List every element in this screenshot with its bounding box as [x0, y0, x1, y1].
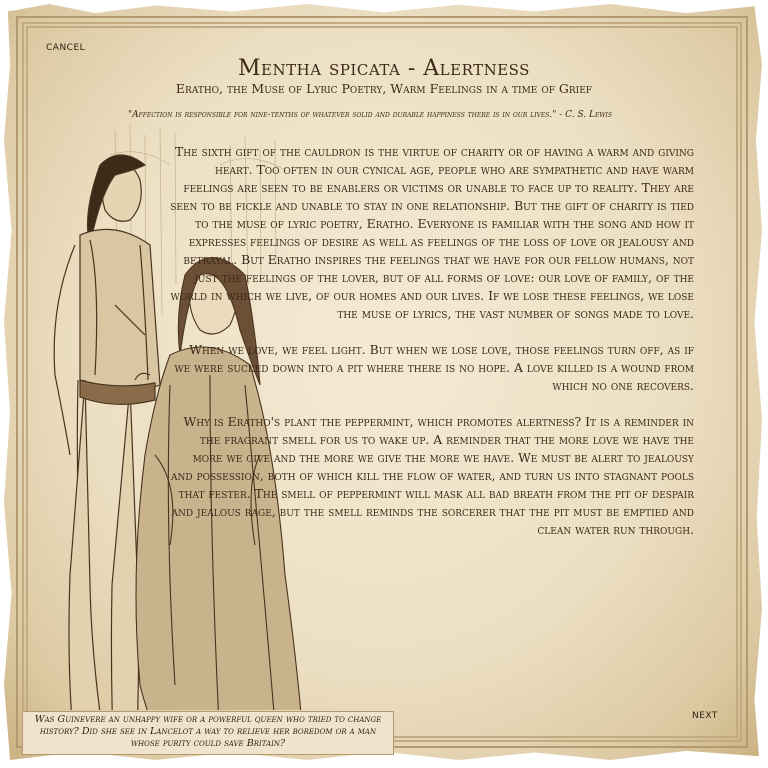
body-paragraph: Why is Eratho's plant the peppermint, which promotes alertness? It is a reminder in the fragrant smell for us to wake up. A reminder that the more love we have the more we give and the more we give the more we have. We must be alert to jealousy and possession, both of which kill the flow of water, and turn us into stagnant pools that fester. The smell of peppermint will mask all bad breath from the pit of despair and jealous rage, but the smell reminds the sorcerer that the pit must be emptied and clean water run through. — [171, 414, 694, 537]
body-paragraph: The sixth gift of the cauldron is the virtue of charity or of having a warm and giving heart. Too often in our cynical age, people who are sympathetic and have warm feelings are seen to be enablers or victims or unable to face up to reality. They are seen to be fickle and unable to stay in one relationship. But the gift of charity is tied to the muse of lyric poetry, Eratho. Everyone is familiar with the song and how it expresses feelings of desire as well as feelings of the loss of love or jealousy and betrayal. But Eratho inspires the feelings that we have for our fellow humans, not just the feelings of the lover, but of all forms of love: our love of family, of the world in which we live, of our homes and our lives. If we lose these feelings, we lose the muse of lyrics, the vast number of songs made to love. — [170, 144, 694, 321]
page-subtitle: Eratho, the Muse of Lyric Poetry, Warm Feelings in a time of Grief — [175, 81, 593, 96]
next-button[interactable]: NEXT — [692, 711, 718, 721]
body-text — [170, 143, 694, 557]
epigraph-quote: "Affection is responsible for nine-tenths of whatever solid and durable happiness there is in our lives." - C. S. Lewis — [127, 110, 613, 120]
body-paragraph: When we love, we feel light. But when we lose love, those feelings turn off, as if we were sucked down into a pit where there is no hope. A love killed is a wound from which no one recovers. — [174, 342, 694, 393]
page-title: Mentha spicata - Alertness — [238, 56, 530, 81]
cancel-button[interactable]: CANCEL — [46, 43, 86, 53]
illustration-caption: Was Guinevere an unhappy wife or a powerful queen who tried to change history? Did she see in Lancelot a way to relieve her boredom or a man whose purity could save Britain? — [34, 714, 382, 749]
